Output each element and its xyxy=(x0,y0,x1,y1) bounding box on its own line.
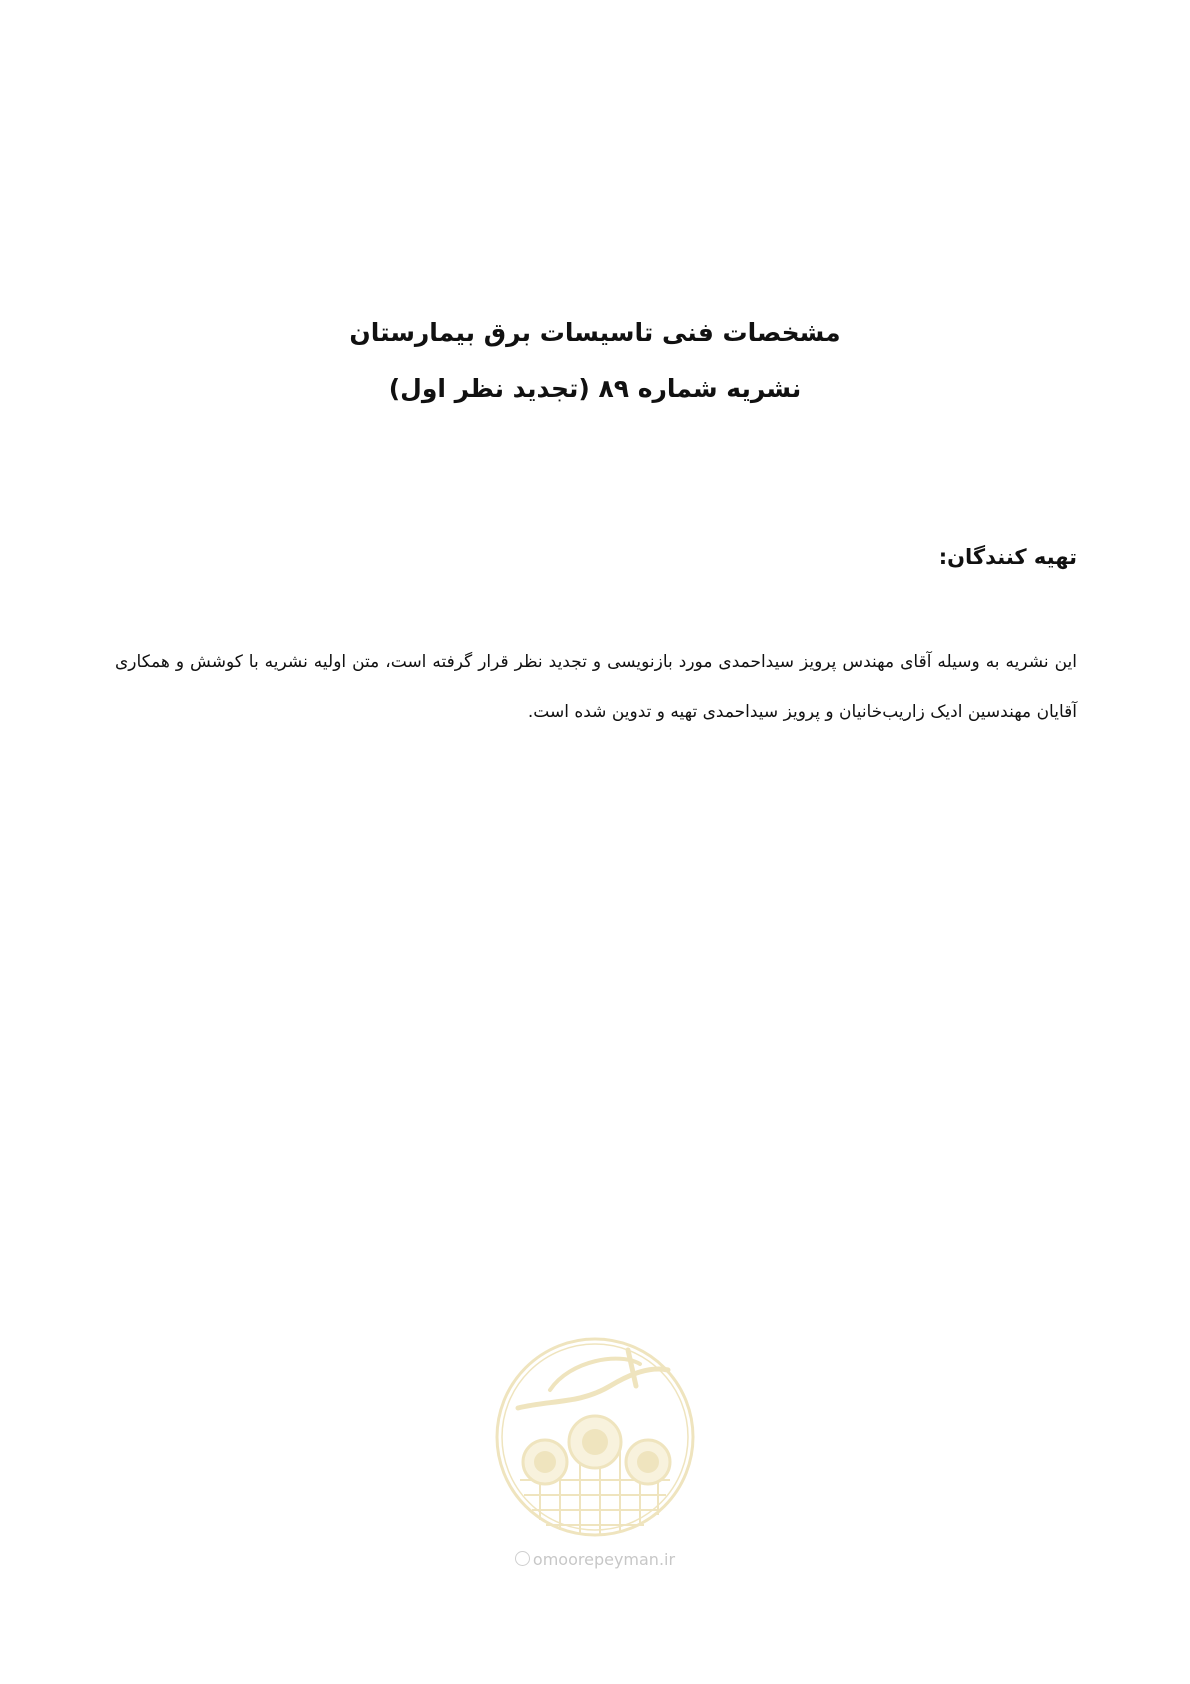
watermark-url-text: omoorepeyman.ir xyxy=(532,1550,676,1569)
publication-number: نشریه شماره ۸۹ (تجدید نظر اول) xyxy=(388,374,802,403)
title-block xyxy=(0,318,1190,430)
globe-icon xyxy=(515,1551,530,1566)
body-paragraph: این نشریه به وسیله آقای مهندس پرویز سیداحمدی مورد بازنویسی و تجدید نظر قرار گرفته است، متن اولیه نشریه با کوشش و همکاری آقایان مهندسین ادیک زاریب‌خانیان و پرویز سیداحمدی تهیه و تدوین شده است. xyxy=(115,652,1077,722)
watermark-url xyxy=(490,1550,700,1569)
watermark-logo xyxy=(490,1330,700,1580)
document-title: مشخصات فنی تاسیسات برق بیمارستان xyxy=(349,318,841,347)
omoorepeyman-logo-icon xyxy=(490,1330,700,1545)
preparers-heading: تهیه کنندگان: xyxy=(938,545,1077,569)
